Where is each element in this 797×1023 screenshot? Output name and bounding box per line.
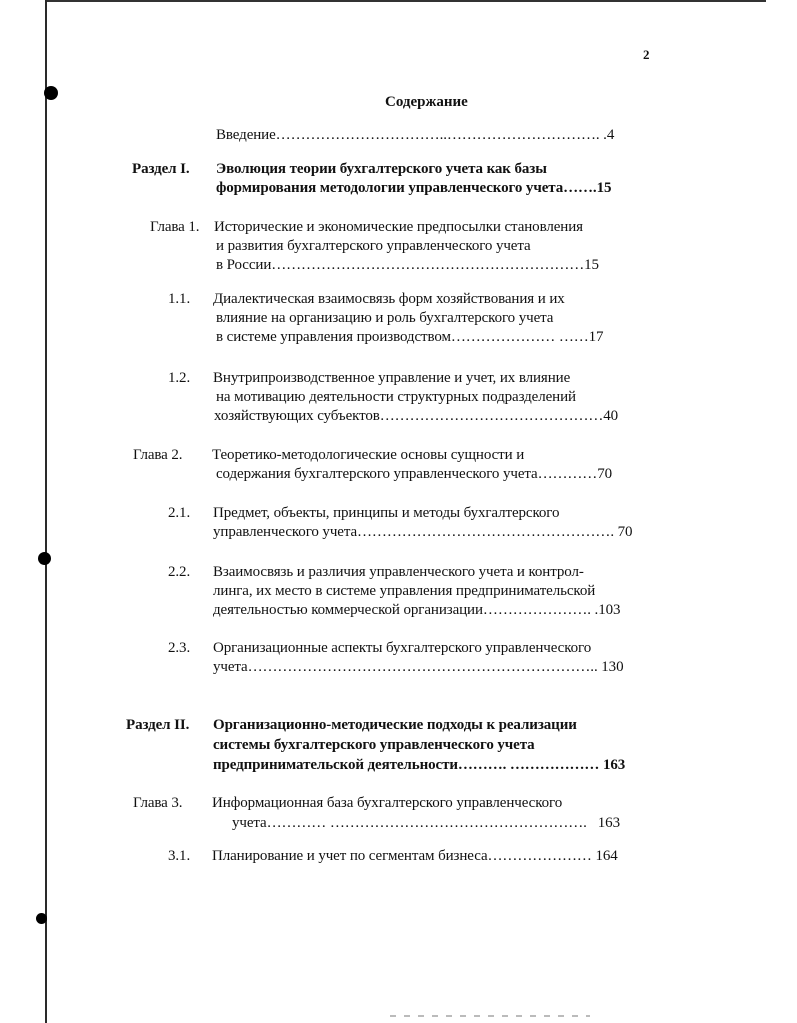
entry-text: в системе управления производством: [216, 329, 451, 345]
entry-text: учета: [213, 659, 248, 675]
page-ref: 164: [595, 848, 618, 864]
leader-dots: ………………………………………………………: [271, 257, 585, 273]
item-2-1-number: 2.1.: [168, 505, 191, 521]
leader-dots: ………………… ……: [450, 329, 589, 345]
item-3-1-number: 3.1.: [168, 848, 191, 864]
entry-text: хозяйствующих субъектов: [214, 408, 380, 424]
item-3-1-line1: [212, 847, 618, 866]
toc-entry-intro: [216, 126, 614, 145]
leader-dots: …………………………………………….: [357, 524, 614, 540]
chapter-3-label: Глава 3.: [133, 795, 183, 811]
page-ref: 17: [588, 329, 604, 345]
page-ref: 163: [602, 757, 626, 773]
entry-text: предпринимательской деятельности: [213, 757, 458, 773]
item-2-1-line1: Предмет, объекты, принципы и методы бухгалтерского: [213, 505, 560, 521]
chapter-1-title-line2: и развития бухгалтерского управленческого учета: [216, 238, 531, 254]
page-ref: 163: [597, 815, 620, 831]
chapter-3-title-line1: Информационная база бухгалтерского управленческого: [212, 795, 563, 811]
chapter-2-title-line1: Теоретико-методологические основы сущности и: [212, 447, 525, 463]
punch-hole-mark: [36, 913, 47, 924]
section-1-title-line2: [216, 179, 611, 198]
item-2-2-line1: Взаимосвязь и различия управленческого учета и контрол-: [213, 564, 584, 580]
punch-hole-mark: [44, 86, 58, 100]
leader-dots: ………………………………………: [379, 408, 604, 424]
item-2-2-number: 2.2.: [168, 564, 191, 580]
item-1-2-line3: [214, 407, 618, 426]
entry-text: деятельностью коммерческой организации: [213, 602, 483, 618]
chapter-2-label: Глава 2.: [133, 447, 183, 463]
entry-text: в России: [216, 257, 272, 273]
page-left-edge: [45, 0, 47, 1023]
page-ref: 130: [601, 659, 624, 675]
leader-dots: ……………………………………………………………..: [247, 659, 598, 675]
leader-dots: ……………………………..…………………………. .: [275, 127, 607, 143]
page-ref: 70: [597, 466, 613, 482]
punch-hole-mark: [38, 552, 51, 565]
page-ref: 70: [617, 524, 633, 540]
item-1-1-line1: Диалектическая взаимосвязь форм хозяйствования и их: [213, 291, 565, 307]
item-2-2-line3: [213, 601, 620, 620]
item-1-2-line1: Внутрипроизводственное управление и учет, их влияние: [213, 370, 571, 386]
toc-title: Содержание: [385, 94, 468, 110]
page-ref: 15: [596, 180, 612, 196]
leader-dots: …………………: [487, 848, 592, 864]
section-2-title-line2: системы бухгалтерского управленческого учета: [213, 737, 535, 753]
entry-text: содержания бухгалтерского управленческого учета: [216, 466, 538, 482]
entry-text: управленческого учета: [213, 524, 358, 540]
item-1-2-number: 1.2.: [168, 370, 191, 386]
entry-text: учета: [232, 815, 267, 831]
leader-dots: …….: [563, 180, 597, 196]
item-2-1-line2: [213, 523, 632, 542]
section-2-title-line1: Организационно-методические подходы к реализации: [213, 717, 577, 733]
leader-dots: ………… …………………………………………….: [266, 815, 587, 831]
chapter-1-title-line1: Исторические и экономические предпосылки становления: [214, 219, 583, 235]
chapter-1-title-line3: [216, 256, 599, 275]
section-2-title-line3: [213, 756, 625, 775]
page-ref: 4: [606, 127, 615, 143]
leader-dots: …………………. .: [482, 602, 599, 618]
scan-noise: [390, 1015, 590, 1017]
section-1-label: Раздел I.: [132, 161, 190, 177]
entry-text: формирования методологии управленческого учета: [216, 180, 564, 196]
leader-dots: …………: [537, 466, 598, 482]
page-ref: 40: [603, 408, 619, 424]
page-number: 2: [643, 47, 650, 62]
item-2-3-line2: [213, 658, 623, 677]
chapter-1-label: Глава 1.: [150, 219, 200, 235]
leader-dots: ………. ………………: [457, 757, 600, 773]
entry-text: Введение: [216, 127, 276, 143]
page-ref: 103: [598, 602, 621, 618]
entry-text: Планирование и учет по сегментам бизнеса: [212, 848, 488, 864]
section-1-title-line1: Эволюция теории бухгалтерского учета как базы: [216, 161, 547, 177]
item-1-1-number: 1.1.: [168, 291, 191, 307]
item-1-1-line2: влияние на организацию и роль бухгалтерского учета: [216, 310, 554, 326]
item-2-2-line2: линга, их место в системе управления предпринимательской: [213, 583, 596, 599]
chapter-2-title-line2: [216, 465, 612, 484]
item-2-3-number: 2.3.: [168, 640, 191, 656]
page-top-edge: [46, 0, 766, 2]
page-ref: 15: [584, 257, 599, 273]
item-1-2-line2: на мотивацию деятельности структурных подразделений: [216, 389, 576, 405]
item-2-3-line1: Организационные аспекты бухгалтерского управленческого: [213, 640, 592, 656]
section-2-label: Раздел II.: [126, 717, 190, 733]
item-1-1-line3: [216, 328, 603, 347]
chapter-3-title-line2: [232, 814, 620, 833]
